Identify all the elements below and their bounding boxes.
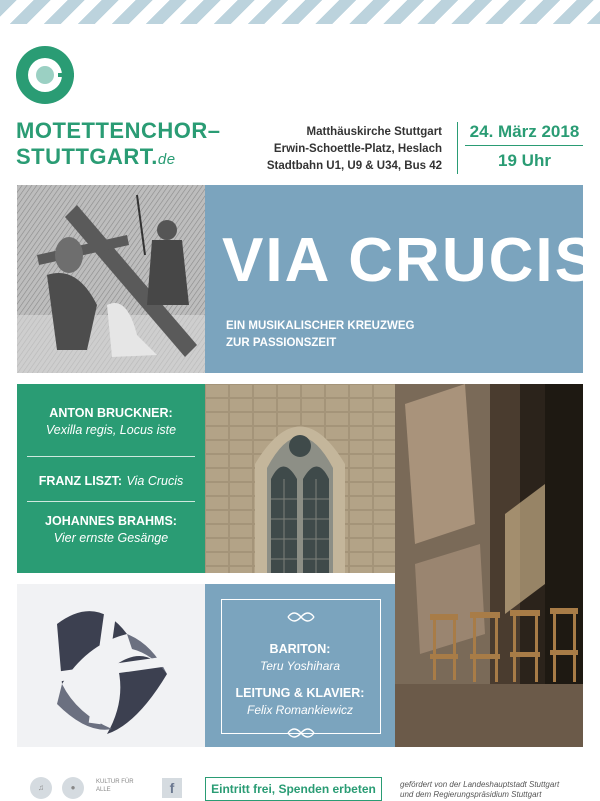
event-date: 24. März 2018 — [469, 122, 580, 141]
top-stripe-border — [0, 0, 600, 24]
performer-name: Felix Romankiewicz — [246, 703, 354, 717]
header-divider — [457, 122, 458, 174]
brand-domain: STUTTGART. — [16, 144, 158, 169]
admission-note: Eintritt frei, Spenden erbeten — [205, 777, 382, 801]
event-time: 19 Uhr — [498, 151, 551, 170]
subtitle-line2: ZUR PASSIONSZEIT — [226, 337, 337, 349]
program-item — [17, 514, 205, 545]
kultur-fuer-alle-icon: KULTUR FÜR ALLE — [96, 779, 134, 793]
ornament-icon — [286, 725, 316, 746]
abstract-cross-graphic — [17, 584, 205, 747]
date-separator — [465, 145, 583, 146]
work-title: Via Crucis — [126, 474, 184, 488]
sponsor-line2: und dem Regierungspräsidium Stuttgart — [400, 790, 542, 799]
facebook-icon[interactable]: f — [162, 778, 182, 798]
venue-street: Erwin-Schoettle-Platz, Heslach — [273, 143, 442, 155]
program-divider — [27, 501, 195, 502]
performer-role: BARITON: — [269, 642, 331, 656]
composer-name: FRANZ LISZT: — [38, 474, 123, 488]
lions-club-icon: ● — [62, 777, 84, 799]
event-title: VIA CRUCIS — [222, 226, 598, 295]
performer-role: LEITUNG & KLAVIER: — [235, 686, 365, 700]
venue-name: Matthäuskirche Stuttgart — [306, 126, 442, 138]
subtitle-line1: EIN MUSIKALISCHER KREUZWEG — [226, 320, 415, 332]
sponsor-line1: gefördert von der Landeshauptstadt Stuttgart — [400, 780, 560, 789]
brand-name-line2[interactable] — [16, 144, 206, 170]
brand-domain-suffix: de — [157, 151, 176, 168]
work-title: Vier ernste Gesänge — [53, 531, 169, 545]
venue-address — [192, 124, 442, 175]
performer-name: Teru Yoshihara — [259, 659, 341, 673]
venue-transit: Stadtbahn U1, U9 & U34, Bus 42 — [266, 160, 442, 172]
church-interior-photo — [395, 384, 583, 747]
composer-name: JOHANNES BRAHMS: — [45, 514, 177, 528]
program-item — [17, 406, 205, 437]
crucifixion-engraving-image — [17, 185, 205, 373]
logo-inner-circle — [36, 66, 54, 84]
brand-name-line1: MOTETTENCHOR– — [16, 118, 221, 143]
program-divider — [27, 456, 195, 457]
composer-name: ANTON BRUCKNER: — [49, 406, 173, 420]
ornament-icon — [286, 609, 316, 630]
logo-bar — [58, 73, 74, 77]
treble-clef-icon: ♫ — [30, 777, 52, 799]
sponsor-note — [400, 780, 590, 800]
event-subtitle — [226, 318, 414, 352]
program-item — [17, 472, 205, 490]
program-panel — [17, 384, 205, 573]
work-title: Vexilla regis, Locus iste — [45, 423, 177, 437]
gothic-window-photo — [205, 384, 395, 573]
